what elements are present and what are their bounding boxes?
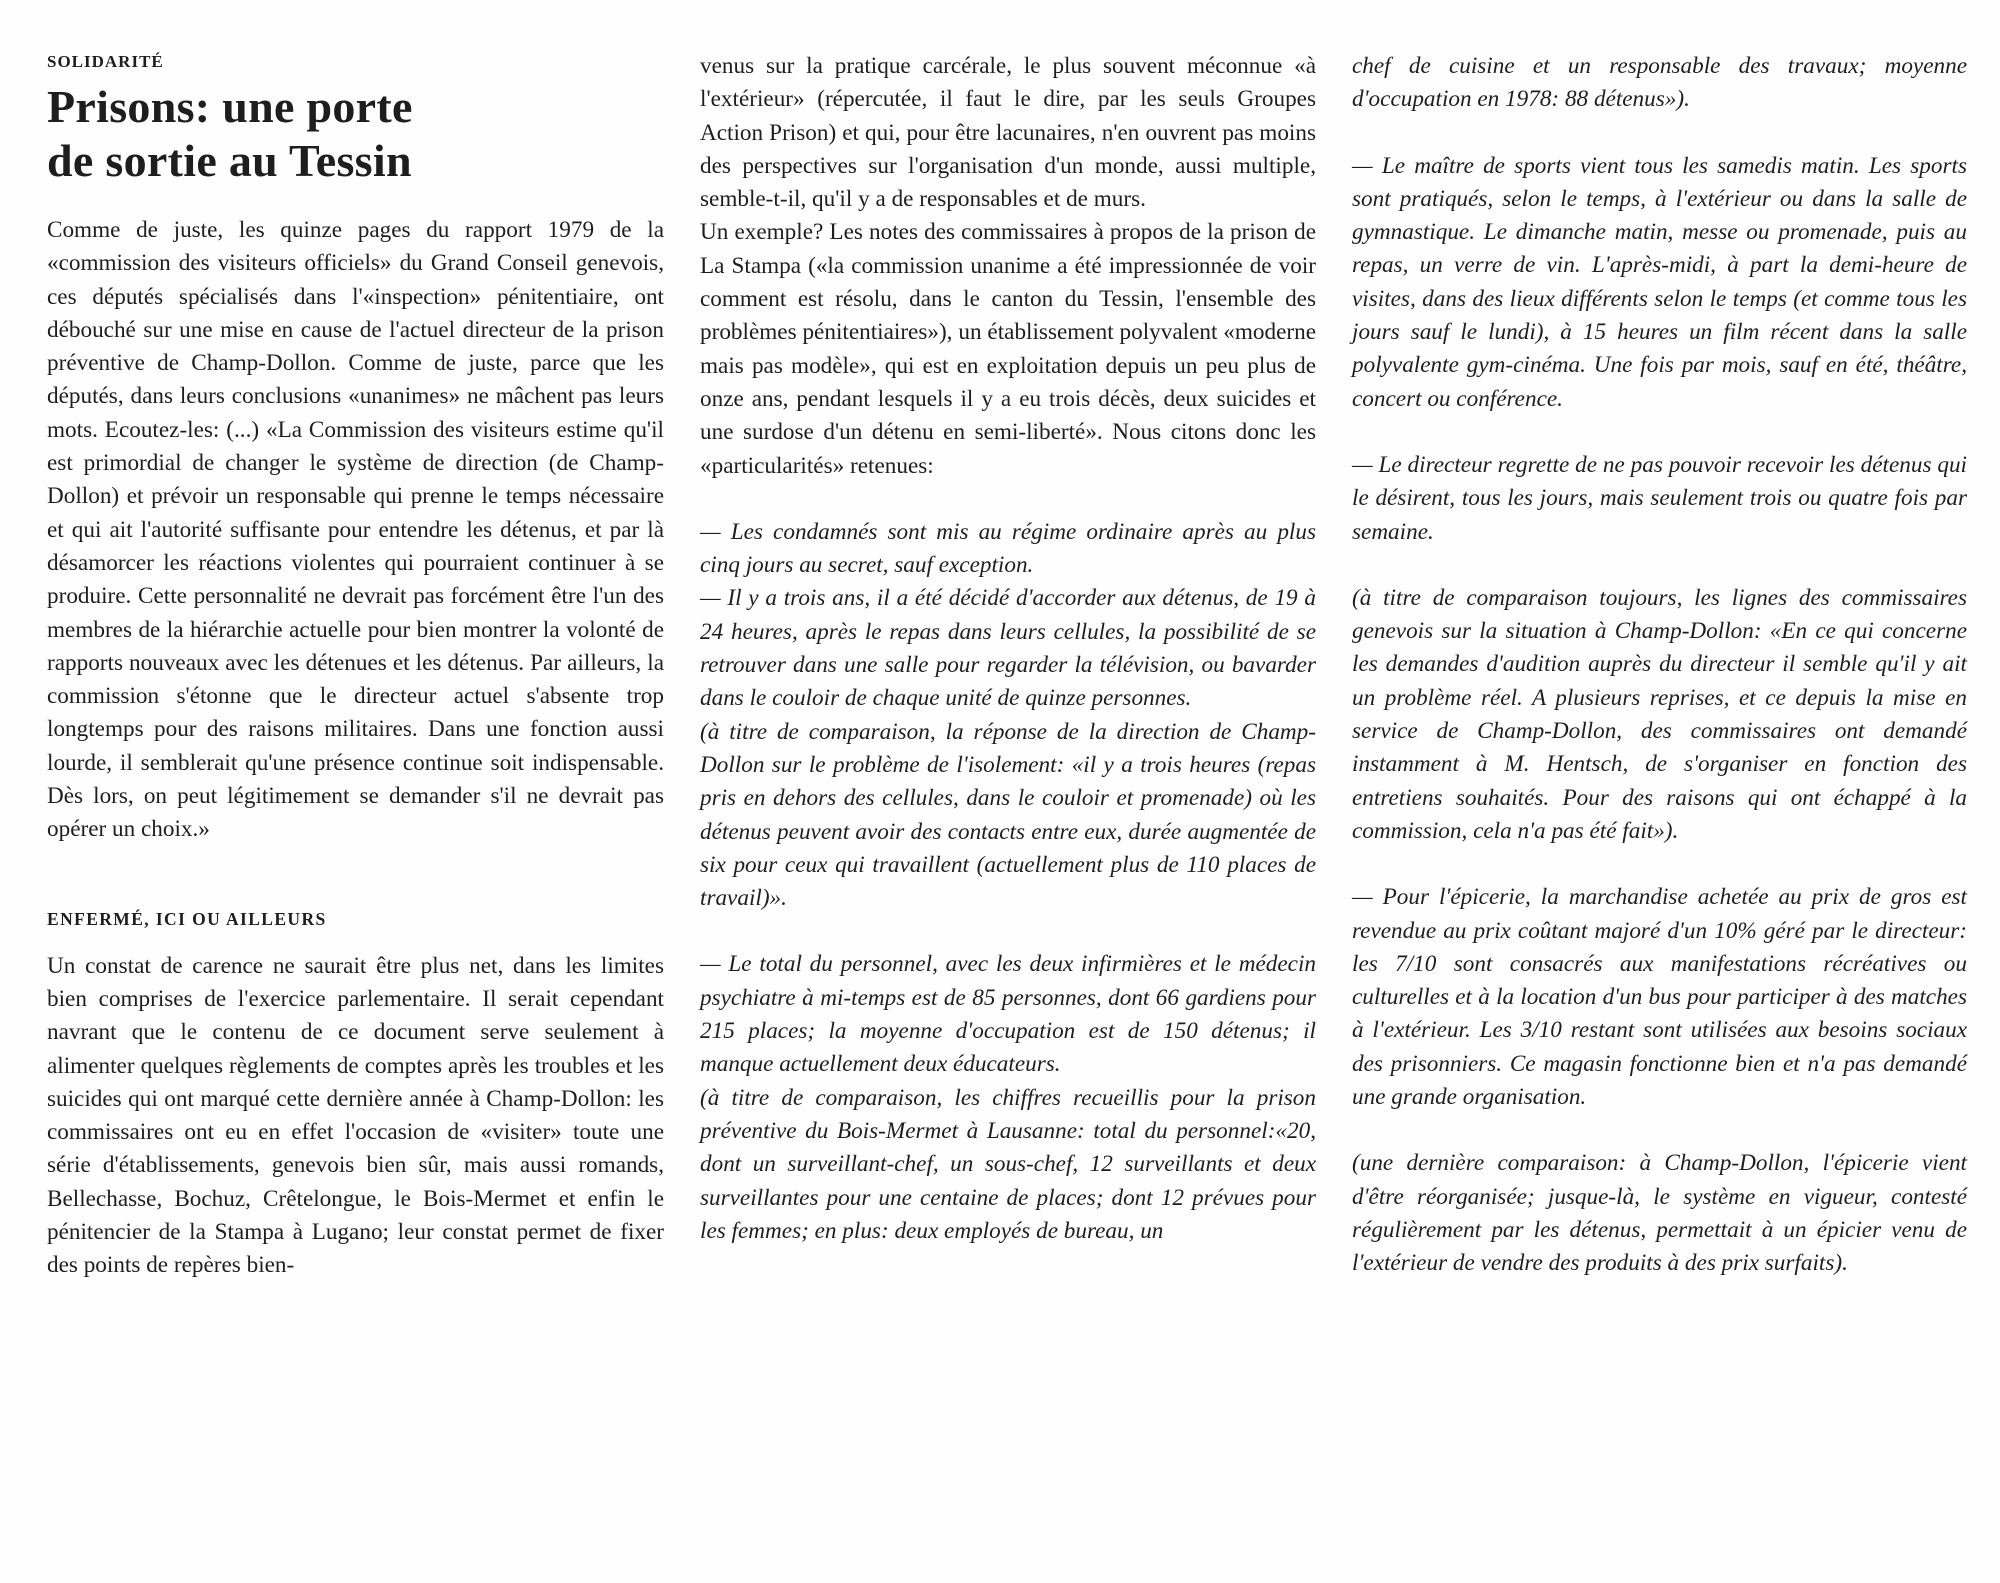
column-2 xyxy=(700,50,1316,1248)
italic-paragraph: chef de cuisine et un responsable des travaux; moyenne d'occupation en 1978: 88 détenus»). xyxy=(1352,53,1967,113)
italic-paragraph: (à titre de comparaison toujours, les lignes des commissaires genevois sur la situation à Champ-Dollon: «En ce qui concerne les demandes d'audition auprès du directeur il semble qu'il y ait un problème réel. A plusieurs reprises, et ce depuis la mise en service de Champ-Dollon, des commissaires ont demandé instamment à M. Hentsch, de s'organiser en fonction des entretiens souhaités. Pour des raisons qui ont échappé à la commission, cela n'a pas été fait»). xyxy=(1352,584,1967,844)
headline-line-2: de sortie au Tessin xyxy=(47,135,412,186)
italic-paragraph: — Les condamnés sont mis au régime ordinaire après au plus cinq jours au secret, sauf exception. xyxy=(700,518,1316,579)
italic-paragraph: — Le maître de sports vient tous les samedis matin. Les sports sont pratiqués, selon le temps, à l'extérieur ou dans la salle de gymnastique. Le dimanche matin, messe ou promenade, puis au repas, un verre de vin. L'après-midi, à part la demi-heure de visites, dans des lieux différents selon le temps (et comme tous les jours sauf le lundi), à 15 heures un film récent dans la salle polyvalente gym-cinéma. Une fois par mois, sauf en été, théâtre, concert ou conférence. xyxy=(1352,152,1967,412)
body-paragraph: Un exemple? Les notes des commissaires à propos de la prison de La Stampa («la commission unanime a été impressionnée de voir comment est résolu, dans le canton du Tessin, l'ensemble des problèmes pénitentiaires»), un établissement polyvalent «moderne mais pas modèle», qui est en exploitation depuis un peu plus de onze ans, pendant lesquels il y a eu trois décès, deux suicides et une surdose d'un détenu en semi-liberté». Nous citons donc les «particularités» retenues: xyxy=(700,219,1316,479)
italic-paragraph: — Le directeur regrette de ne pas pouvoir recevoir les détenus qui le désirent, tous les jours, mais seulement trois ou quatre fois par semaine. xyxy=(1352,451,1967,545)
body-paragraph: Un constat de carence ne saurait être plus net, dans les limites bien comprises de l'exercice parlementaire. Il serait cependant navrant que le contenu de ce document serve seulement à alimenter quelques règlements de comptes après les troubles et les suicides qui ont marqué cette dernière année à Champ-Dollon: les commissaires ont eu en effet l'occasion de «visiter» toute une série d'établissements, genevois bien sûr, mais aussi romands, Bellechasse, Bochuz, Crêtelongue, le Bois-Mermet et enfin le pénitencier de la Stampa à Lugano; leur constat permet de fixer des points de repères bien- xyxy=(47,952,664,1279)
column-3 xyxy=(1352,50,1967,1281)
section-subhead: ENFERMÉ, ICI OU AILLEURS xyxy=(47,908,327,929)
italic-paragraph: — Le total du personnel, avec les deux infirmières et le médecin psychiatre à mi-temps est de 85 personnes, dont 66 gardiens pour 215 places; la moyenne d'occupation est de 150 détenus; il manque actuellement deux éducateurs. xyxy=(700,951,1316,1078)
section-kicker: SOLIDARITÉ xyxy=(47,52,164,71)
italic-paragraph: (une dernière comparaison: à Champ-Dollon, l'épicerie vient d'être réorganisée; jusque-là, le système en vigueur, contesté régulièrement par les détenus, permettait à un épicier venu de l'extérieur de vendre des produits à des prix surfaits). xyxy=(1352,1150,1967,1277)
headline-line-1: Prisons: une porte xyxy=(47,81,413,132)
italic-paragraph: (à titre de comparaison, les chiffres recueillis pour la prison préventive du Bois-Mermet à Lausanne: total du personnel:«20, dont un surveillant-chef, un sous-chef, 12 surveillants et deux surveillantes pour une centaine de places; dont 12 prévues pour les femmes; en plus: deux employés de bureau, un xyxy=(700,1084,1316,1244)
italic-paragraph: — Pour l'épicerie, la marchandise achetée au prix de gros est revendue au prix coûtant majoré d'un 10% géré par le directeur: les 7/10 sont consacrés aux manifestations récréatives ou culturelles et à la location d'un bus pour participer à des matches à l'extérieur. Les 3/10 restant sont utilisées aux besoins sociaux des prisonniers. Ce magasin fonctionne bien et n'a pas demandé une grande organisation. xyxy=(1352,884,1967,1111)
italic-paragraph: — Il y a trois ans, il a été décidé d'accorder aux détenus, de 19 à 24 heures, après le repas dans leurs cellules, la possibilité de se retrouver dans une salle pour regarder la télévision, ou bavarder dans le couloir de chaque unité de quinze personnes. xyxy=(700,585,1316,712)
article-headline xyxy=(47,80,664,188)
column-1 xyxy=(47,52,664,1283)
italic-paragraph: (à titre de comparaison, la réponse de la direction de Champ-Dollon sur le problème de l'isolement: «il y a trois heures (repas pris en dehors des cellules, dans le couloir et promenade) où les détenus peuvent avoir des contacts entre eux, durée augmentée de six pour ceux qui travaillent (actuellement plus de 110 places de travail)». xyxy=(700,718,1316,912)
body-paragraph: venus sur la pratique carcérale, le plus souvent méconnue «à l'extérieur» (répercutée, il faut le dire, par les seuls Groupes Action Prison) et qui, pour être lacunaires, n'en ouvrent pas moins des perspectives sur l'organisation d'un monde, aussi multiple, semble-t-il, qu'il y a de responsables et de murs. xyxy=(700,53,1316,213)
body-paragraph: Comme de juste, les quinze pages du rapport 1979 de la «commission des visiteurs officiels» du Grand Conseil genevois, ces députés spécialisés dans l'«inspection» pénitentiaire, ont débouché sur une mise en cause de l'actuel directeur de la prison préventive de Champ-Dollon. Comme de juste, parce que les députés, dans leurs conclusions «unanimes» ne mâchent pas leurs mots. Ecoutez-les: (...) «La Commission des visiteurs estime qu'il est primordial de changer le système de direction (de Champ-Dollon) et prévoir un responsable qui prenne le temps nécessaire et qui ait l'autorité suffisante pour entendre les détenus, et par là désamorcer les réactions violentes qui pourraient continuer à se produire. Cette personnalité ne devrait pas forcément être l'un des membres de la hiérarchie actuelle pour bien montrer la volonté de rapports nouveaux avec les détenues et les détenus. Par ailleurs, la commission s'étonne que le directeur actuel s'absente trop longtemps pour des raisons militaires. Dans une fonction aussi lourde, il semblerait qu'une présence continue soit indispensable. Dès lors, on peut légitimement se demander s'il ne devrait pas opérer un choix.» xyxy=(47,217,664,843)
